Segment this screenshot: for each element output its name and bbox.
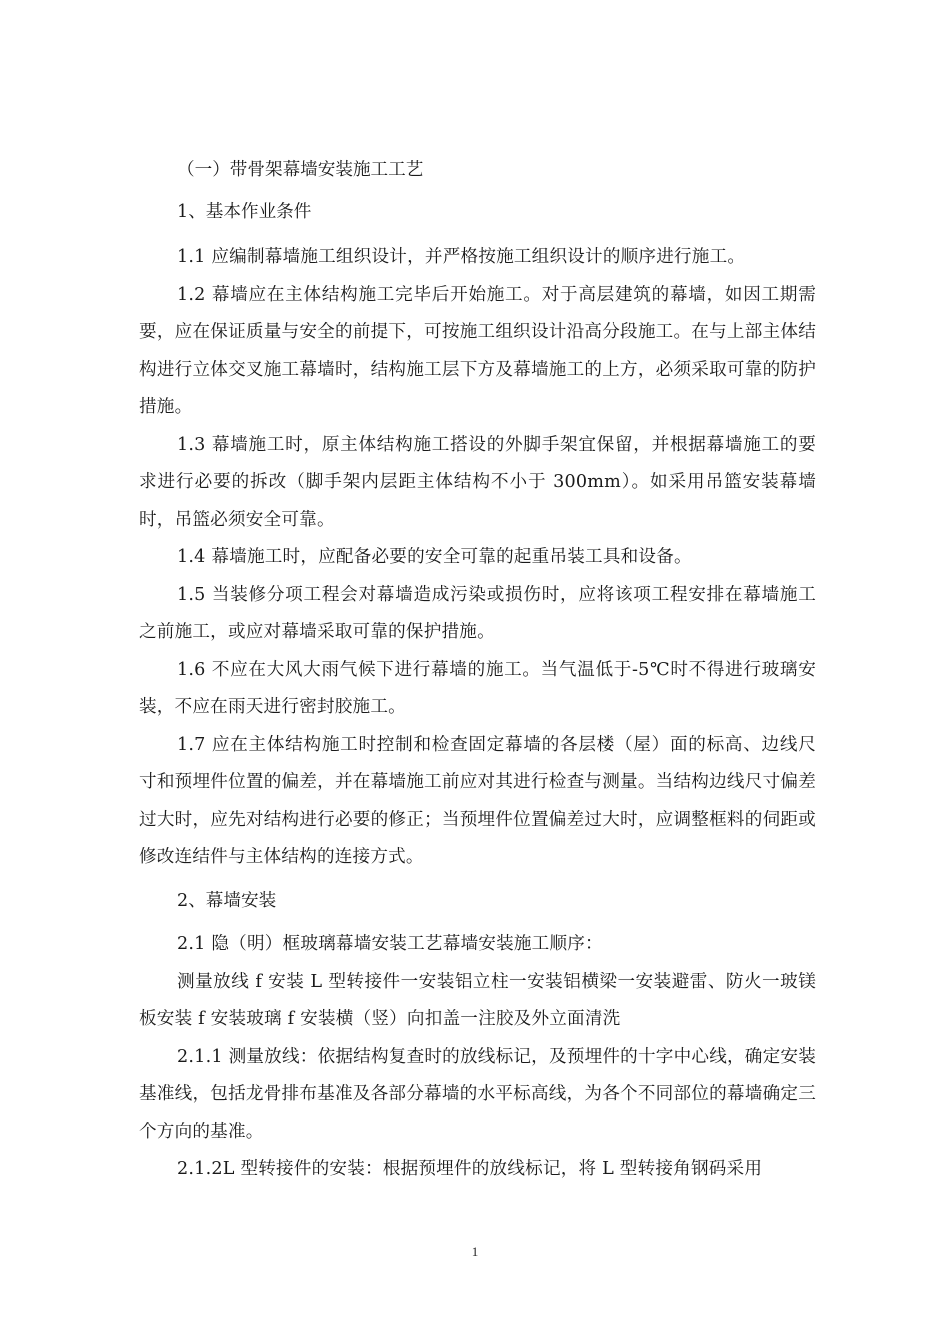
paragraph-2-1-2: 2.1.2L 型转接件的安装：根据预埋件的放线标记，将 L 型转接角钢码采用 <box>177 1159 763 1179</box>
document-body <box>139 152 816 1189</box>
paragraph-1-3: 1.3 幕墙施工时，原主体结构施工搭设的外脚手架宜保留，并根据幕墙施工的要求进行必要的拆改（脚手架内层距主体结构不小于 300mm）。如采用吊篮安装幕墙时，吊篮必须安全可靠。 <box>139 434 816 530</box>
paragraph-1-2: 1.2 幕墙应在主体结构施工完毕后开始施工。对于高层建筑的幕墙，如因工期需要，应在保证质量与安全的前提下，可按施工组织设计沿高分段施工。在与上部主体结构进行立体交叉施工幕墙时，结构施工层下方及幕墙施工的上方，必须采取可靠的防护措施。 <box>139 284 816 417</box>
paragraph-1-1: 1.1 应编制幕墙施工组织设计，并严格按施工组织设计的顺序进行施工。 <box>177 247 746 267</box>
section-title: （一）带骨架幕墙安装施工工艺 <box>177 160 424 180</box>
page-number: 1 <box>471 1244 479 1259</box>
subsection-heading-basic-conditions: 1、基本作业条件 <box>177 201 312 222</box>
paragraph-install-sequence: 测量放线 f 安装 L 型转接件一安装铝立柱一安装铝横梁一安装避雷、防火一玻镁板安装 f 安装玻璃 f 安装横（竖）向扣盖一注胶及外立面清洗 <box>139 971 816 1029</box>
paragraph-1-5: 1.5 当装修分项工程会对幕墙造成污染或损伤时，应将该项工程安排在幕墙施工之前施工，或应对幕墙采取可靠的保护措施。 <box>139 584 816 642</box>
subsection-heading-installation: 2、幕墙安装 <box>177 890 277 911</box>
paragraph-1-4: 1.4 幕墙施工时，应配备必要的安全可靠的起重吊装工具和设备。 <box>177 547 692 567</box>
paragraph-1-7: 1.7 应在主体结构施工时控制和检查固定幕墙的各层楼（屋）面的标高、边线尺寸和预埋件位置的偏差，并在幕墙施工前应对其进行检查与测量。当结构边线尺寸偏差过大时，应先对结构进行必要的修正；当预埋件位置偏差过大时，应调整框料的伺距或修改连结件与主体结构的连接方式。 <box>139 734 816 867</box>
paragraph-1-6: 1.6 不应在大风大雨气候下进行幕墙的施工。当气温低于-5℃时不得进行玻璃安装，不应在雨天进行密封胶施工。 <box>139 659 816 717</box>
paragraph-2-1-1: 2.1.1 测量放线：依据结构复查时的放线标记，及预埋件的十字中心线，确定安装基准线，包括龙骨排布基准及各部分幕墙的水平标高线，为各个不同部位的幕墙确定三个方向的基准。 <box>139 1046 816 1142</box>
paragraph-2-1: 2.1 隐（明）框玻璃幕墙安装工艺幕墙安装施工顺序： <box>177 934 603 954</box>
